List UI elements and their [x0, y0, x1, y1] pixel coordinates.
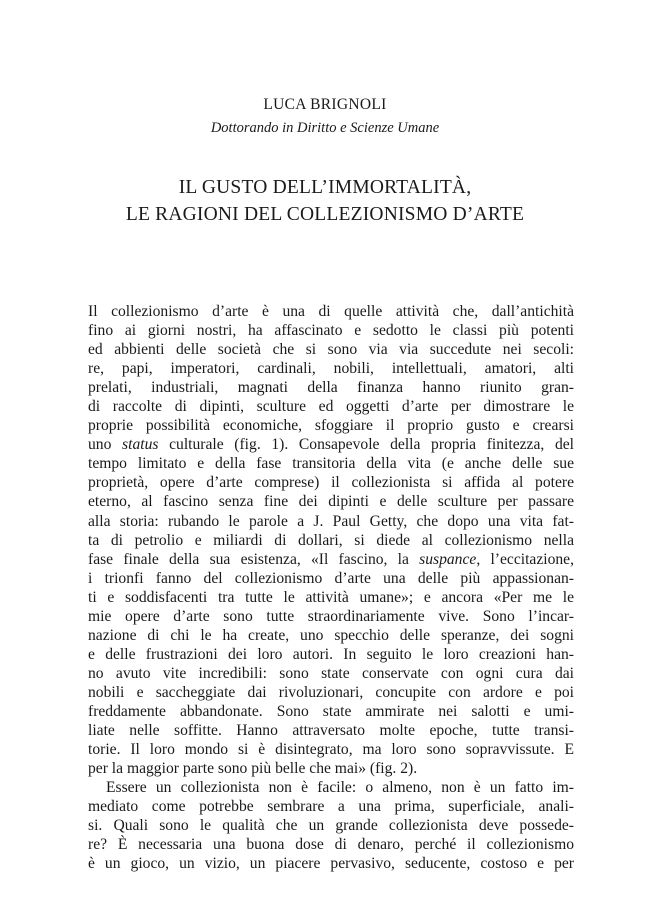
- body-line: mediato come potrebbe sembrare a una prima, superficiale, anali-: [88, 798, 574, 816]
- body-line: i trionfi fanno del collezionismo d’arte una delle più appassionan-: [88, 569, 574, 587]
- body-line: ti e soddisfacenti tra tutte le attività umane»; e ancora «Per me le: [88, 588, 574, 606]
- body-line: proprie possibilità economiche, sfoggiare il proprio gusto e crearsi: [88, 417, 574, 435]
- body-line: e delle frustrazioni dei loro autori. In seguito le loro creazioni han-: [88, 645, 574, 663]
- body-line: ta di petrolio e miliardi di dollari, si diede al collezionismo nella: [88, 531, 574, 549]
- body-line: no avuto vite incredibili: sono state conservate con ogni cura dai: [88, 664, 574, 682]
- article-title-line-1: IL GUSTO DELL’IMMORTALITÀ,: [178, 177, 472, 198]
- body-line: liate nelle soffitte. Hanno attraversato molte epoche, tutte transi-: [88, 722, 574, 740]
- body-line: fase finale della sua esistenza, «Il fascino, la suspance, l’eccitazione,: [88, 550, 574, 568]
- body-line: re? È necessaria una buona dose di denaro, perché il collezionismo: [88, 836, 574, 854]
- author-affiliation: Dottorando in Diritto e Scienze Umane: [210, 120, 440, 136]
- article-title-line-2: LE RAGIONI DEL COLLEZIONISMO D’ARTE: [125, 204, 525, 225]
- body-line: alla storia: rubando le parole a J. Paul Getty, che dopo una vita fat-: [88, 512, 574, 530]
- article-title: [0, 174, 650, 228]
- body-line: Essere un collezionista non è facile: o almeno, non è un fatto im-: [106, 779, 574, 797]
- body-line: uno status culturale (fig. 1). Consapevole della propria finitezza, del: [88, 436, 574, 454]
- author-name: LUCA BRIGNOLI: [263, 96, 387, 113]
- body-line: eterno, al fascino senza fine dei dipinti e delle sculture per passare: [88, 493, 574, 511]
- body-line: mie opere d’arte sono tutte straordinariamente vive. Sono l’incar-: [88, 607, 574, 625]
- body-line: fino ai giorni nostri, ha affascinato e sedotto le classi più potenti: [88, 322, 574, 340]
- body-line: ed abbienti delle società che si sono via via succedute nei secoli:: [88, 341, 574, 359]
- body-line: per la maggior parte sono più belle che mai» (fig. 2).: [88, 760, 418, 778]
- body-line: prelati, industriali, magnati della finanza hanno riunito gran-: [88, 379, 574, 397]
- body-line: freddamente abbandonate. Sono state ammirate nei salotti e umi-: [88, 702, 574, 720]
- body-line: è un gioco, un vizio, un piacere pervasivo, seducente, costoso e per: [88, 855, 574, 873]
- body-line: nobili e saccheggiate dai rivoluzionari, concupite con ardore e poi: [88, 683, 574, 701]
- body-line: si. Quali sono le qualità che un grande collezionista deve possede-: [88, 817, 574, 835]
- body-line: nazione di chi le ha create, uno specchio delle speranze, dei sogni: [88, 626, 574, 644]
- body-line: di raccolte di dipinti, sculture ed oggetti d’arte per dimostrare le: [88, 398, 574, 416]
- body-line: re, papi, imperatori, cardinali, nobili, intellettuali, amatori, alti: [88, 360, 574, 378]
- body-line: torie. Il loro mondo si è disintegrato, ma loro sono sopravvissute. E: [88, 741, 574, 759]
- body-line: proprietà, opere d’arte comprese) il collezionista si affida al potere: [88, 474, 574, 492]
- body-line: tempo limitato e della fase transitoria della vita (e anche delle sue: [88, 455, 574, 473]
- article-body: [88, 302, 574, 873]
- body-line: Il collezionismo d’arte è una di quelle attività che, dall’antichità: [88, 303, 574, 320]
